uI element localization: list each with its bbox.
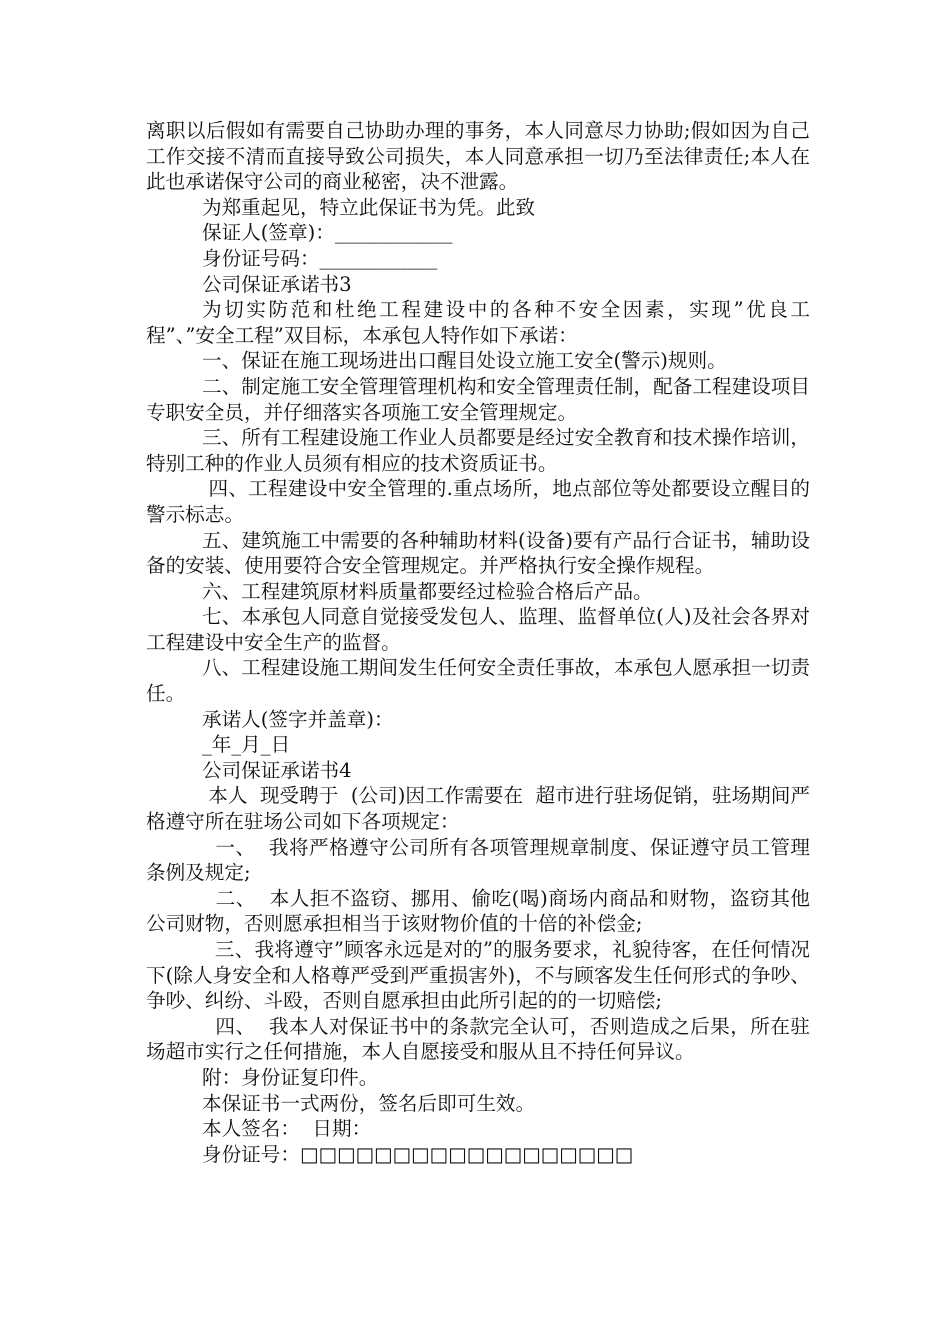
guarantor-signature-line: 保证人(签章)：____________ xyxy=(202,221,453,245)
safety-item-4: 四、工程建设中安全管理的.重点场所，地点部位等处都要设立醒目的警示标志。 xyxy=(146,477,810,526)
signature-date-line: 本人签名： 日期： xyxy=(202,1117,372,1141)
safety-item-5: 五、建筑施工中需要的各种辅助材料(设备)要有产品行合证书，辅助设备的安装、使用要符合安全管理规定。并严格执行安全操作规程。 xyxy=(146,528,810,578)
section-heading-3: 公司保证承诺书3 xyxy=(202,272,352,296)
id-number-line: 身份证号码：____________ xyxy=(202,246,438,270)
paragraph-onsite-intro: 本人 现受聘于 (公司)因工作需要在 超市进行驻场促销，驻场期间严格遵守所在驻场公司如下各项规定： xyxy=(146,784,810,834)
safety-item-1: 一、保证在施工现场进出口醒目处设立施工安全(警示)规则。 xyxy=(202,349,727,373)
safety-item-6: 六、工程建筑原材料质量都要经过检验合格后产品。 xyxy=(202,579,653,603)
copies-note: 本保证书一式两份，签名后即可生效。 xyxy=(202,1091,536,1115)
document-page xyxy=(146,118,810,1167)
paragraph-closing-statement: 为郑重起见，特立此保证书为凭。此致 xyxy=(202,195,536,219)
section-heading-4: 公司保证承诺书4 xyxy=(202,758,352,782)
safety-item-7: 七、本承包人同意自觉接受发包人、监理、监督单位(人)及社会各界对工程建设中安全生产的监督。 xyxy=(146,605,810,654)
attachment-note: 附：身份证复印件。 xyxy=(202,1065,379,1089)
date-line: _年_月_日 xyxy=(202,733,291,757)
safety-item-2: 二、制定施工安全管理管理机构和安全管理责任制，配备工程建设项目专职安全员，并仔细落实各项施工安全管理规定。 xyxy=(146,374,810,424)
onsite-item-4: 四、 我本人对保证书中的条款完全认可，否则造成之后果，所在驻场超市实行之任何措施，本人自愿接受和服从且不持任何异议。 xyxy=(146,1014,810,1064)
id-number-boxes-line: 身份证号：□□□□□□□□□□□□□□□□□□ xyxy=(202,1142,634,1166)
onsite-item-1: 一、 我将严格遵守公司所有各项管理规章制度、保证遵守员工管理条例及规定; xyxy=(146,835,810,885)
promisor-signature-line: 承诺人(签字并盖章)： xyxy=(202,707,394,731)
safety-item-8: 八、工程建设施工期间发生任何安全责任事故，本承包人愿承担一切责任。 xyxy=(146,656,810,706)
paragraph-safety-intro: 为切实防范和杜绝工程建设中的各种不安全因素，实现”优良工程”、”安全工程”双目标，本承包人特作如下承诺： xyxy=(146,298,810,347)
onsite-item-3: 三、我将遵守”顾客永远是对的”的服务要求，礼貌待客，在任何情况下(除人身安全和人格尊严受到严重损害外)，不与顾客发生任何形式的争吵、争吵、纠纷、斗殴，否则自愿承担由此所引起的的一切赔偿; xyxy=(146,938,810,1013)
safety-item-3: 三、所有工程建设施工作业人员都要是经过安全教育和技术操作培训，特别工种的作业人员须有相应的技术资质证书。 xyxy=(146,426,810,475)
onsite-item-2: 二、 本人拒不盗窃、挪用、偷吃(喝)商场内商品和财物，盗窃其他公司财物，否则愿承担相当于该财物价值的十倍的补偿金; xyxy=(146,886,810,936)
paragraph-resignation-cooperation: 离职以后假如有需要自己协助办理的事务，本人同意尽力协助;假如因为自己工作交接不清而直接导致公司损失，本人同意承担一切乃至法律责任;本人在此也承诺保守公司的商业秘密，决不泄露。 xyxy=(146,119,810,194)
